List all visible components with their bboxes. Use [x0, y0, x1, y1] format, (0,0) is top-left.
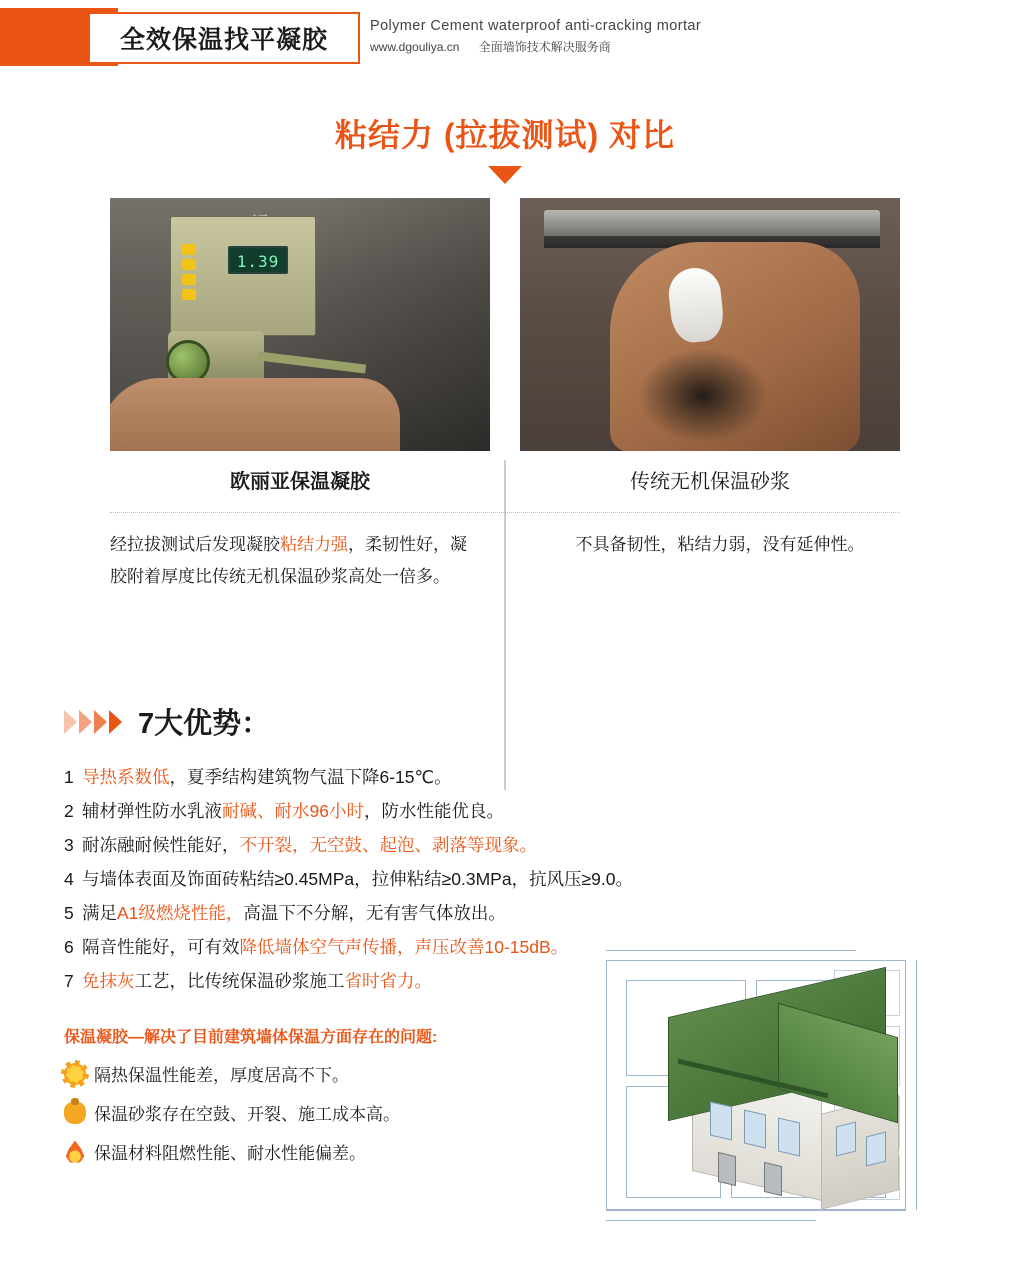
caption-left: 欧丽亚保温凝胶 — [230, 471, 370, 493]
advantage-number: 2 — [64, 801, 74, 821]
description-left-part2: ，柔韧性好，凝胶附着厚度比传统无机保温砂浆高处一倍多。 — [110, 535, 467, 586]
advantage-text-segment: 满足 — [82, 903, 117, 923]
flame-icon — [64, 1141, 86, 1163]
advantage-item — [64, 794, 946, 828]
caption-right: 传统无机保温砂浆 — [630, 471, 790, 493]
advantage-text-segment: 不开裂，无空鼓、起泡、剥落等现象。 — [239, 835, 537, 855]
advantage-text-segment: 工艺，比传统保温砂浆施工 — [134, 971, 345, 991]
advantage-text-segment: ，防水性能优良。 — [363, 801, 504, 821]
photo-shadow — [638, 348, 768, 443]
header-english-subtitle: Polymer Cement waterproof anti-cracking mortar — [370, 18, 702, 34]
advantage-number: 5 — [64, 903, 74, 923]
hand-holding-tester — [110, 378, 400, 451]
advantage-text-segment: ，夏季结构建筑物气温下降6-15℃。 — [169, 767, 452, 787]
problem-text: 保温材料阻燃性能、耐水性能偏差。 — [94, 1144, 366, 1163]
advantages-header — [64, 701, 946, 742]
header-slogan: 全面墙饰技术解决服务商 — [478, 40, 611, 54]
advantage-text-segment: 耐冻融耐候性能好， — [82, 835, 240, 855]
advantages-title: 7大优势： — [138, 708, 271, 740]
advantage-text-segment: 导热系数低 — [82, 767, 170, 787]
description-left-part1: 经拉拔测试后发现凝胶 — [110, 535, 280, 554]
advantage-text-segment: 辅材弹性防水乳液 — [82, 801, 222, 821]
comparison-column-left — [110, 198, 490, 494]
advantage-number: 3 — [64, 835, 74, 855]
description-left — [110, 529, 490, 593]
advantage-number: 7 — [64, 971, 74, 991]
header-meta — [370, 38, 701, 55]
description-right: 不具备韧性，粘结力弱，没有延伸性。 — [575, 535, 865, 554]
section-title: 粘结力 (拉拔测试) 对比 — [334, 117, 676, 153]
advantage-number: 1 — [64, 767, 74, 787]
problems-title: 保温凝胶—解决了目前建筑墙体保温方面存在的问题: — [64, 1029, 438, 1046]
advantage-item — [64, 828, 946, 862]
advantage-text-segment: 隔音性能好，可有效 — [82, 937, 240, 957]
advantage-text-segment: A1级燃烧性能， — [117, 903, 244, 923]
tester-rod — [258, 351, 366, 373]
advantage-item — [64, 862, 946, 896]
advantage-text-segment: 与墙体表面及饰面砖粘结≥0.45MPa，拉伸粘结≥0.3MPa，抗风压≥9.0。 — [82, 869, 633, 889]
mortar-board — [544, 210, 880, 246]
advantage-text-segment: 免抹灰 — [82, 971, 135, 991]
header-website: www.dgouliya.cn — [370, 40, 460, 54]
down-triangle-icon — [488, 166, 522, 184]
photo-traditional-mortar — [520, 198, 900, 451]
advantage-text-segment: 降低墙体空气声传播，声压改善10-15dB。 — [239, 937, 569, 957]
tester-keypad — [180, 242, 214, 282]
advantage-text-segment: 耐碱、耐水96小时 — [222, 801, 364, 821]
house-illustration — [598, 934, 968, 1264]
photo-pull-off-test — [110, 198, 490, 451]
advantage-text-segment: 高温下不分解，无有害气体放出。 — [243, 903, 506, 923]
comparison-column-right — [520, 198, 900, 494]
advantage-number: 4 — [64, 869, 74, 889]
house-3d-model — [658, 992, 908, 1202]
page-title: 全效保温找平凝胶 — [119, 26, 328, 54]
comparison-section — [0, 198, 1010, 494]
advantage-item — [64, 760, 946, 794]
problem-text: 隔热保温性能差，厚度居高不下。 — [94, 1066, 349, 1085]
page-header — [0, 0, 1010, 88]
bag-icon — [64, 1102, 86, 1124]
arrows-icon — [64, 710, 124, 734]
header-text-group — [370, 18, 701, 55]
advantage-text-segment: 省时省力。 — [344, 971, 432, 991]
advantage-item — [64, 896, 946, 930]
header-title-box — [88, 12, 360, 64]
advantage-number: 6 — [64, 937, 74, 957]
description-left-highlight: 粘结力强 — [280, 535, 348, 554]
tester-display: 1.39 — [228, 246, 288, 274]
problem-text: 保温砂浆存在空鼓、开裂、施工成本高。 — [94, 1105, 400, 1124]
sun-icon — [64, 1063, 86, 1085]
